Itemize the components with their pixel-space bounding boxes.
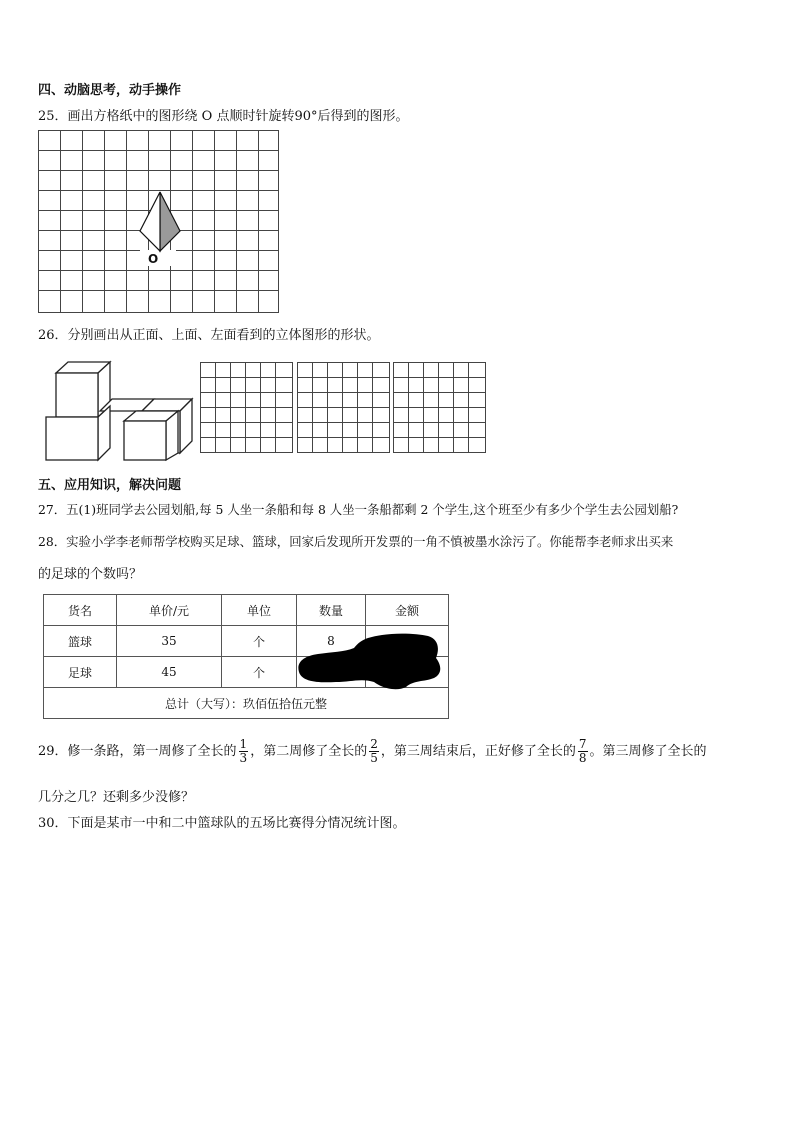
- question-29-line2: 几分之几？还剩多少没修？: [38, 790, 195, 805]
- point-o-label: O: [148, 252, 159, 266]
- q29-part1: 29．修一条路，第一周修了全长的: [38, 744, 237, 759]
- fraction-seven-eighths: $\frac{7}{8}$: [578, 737, 587, 765]
- header-cell: 数量: [297, 595, 366, 626]
- table-total-row: [44, 688, 449, 719]
- cube-solid-figure: [44, 357, 194, 465]
- question-30-text: 30．下面是某市一中和二中篮球队的五场比赛得分情况统计图。: [38, 816, 406, 831]
- header-cell: 金额: [366, 595, 449, 626]
- header-cell: 单价/元: [117, 595, 222, 626]
- rotation-grid: [38, 130, 280, 314]
- question-26-text: 26．分别画出从正面、上面、左面看到的立体图形的形状。: [38, 328, 380, 343]
- table-cell: 足球: [44, 657, 117, 688]
- total-cell: 总计（大写）：玖佰伍拾伍元整: [44, 688, 449, 719]
- table-cell: 45: [117, 657, 222, 688]
- question-28-line1: 28．实验小学李老师帮学校购买足球、篮球，回家后发现所开发票的一角不慎被墨水涂污了。你能帮李老师求出买来: [38, 534, 674, 549]
- table-cell: 8: [297, 626, 366, 657]
- question-29-line1: [38, 734, 707, 770]
- header-cell: 单位: [222, 595, 297, 626]
- table-cell: 篮球: [44, 626, 117, 657]
- section-heading-5: 五、应用知识，解决问题: [38, 478, 182, 493]
- question-28-line2: 的足球的个数吗？: [38, 567, 143, 582]
- kite-shape: [140, 192, 180, 251]
- table-cell: 个: [222, 657, 297, 688]
- left-view-grid: [393, 362, 486, 453]
- table-cell: 个: [222, 626, 297, 657]
- question-25-text: 25．画出方格纸中的图形绕 O 点顺时针旋转90°后得到的图形。: [38, 109, 409, 124]
- section-heading-4: 四、动脑思考，动手操作: [38, 83, 182, 98]
- q29-part2: ，第二周修了全长的: [250, 744, 368, 759]
- top-view-grid: [297, 362, 390, 453]
- fraction-one-third: $\frac{1}{3}$: [239, 737, 248, 765]
- question-27-text: 27．五(1)班同学去公园划船,每 5 人坐一条船和每 8 人坐一条船都剩 2 个学生,这个班至少有多少个学生去公园划船?: [38, 502, 679, 517]
- invoice-header-row: [44, 595, 449, 626]
- view-drawing-grids: [200, 362, 490, 454]
- q29-part3: ，第三周结束后，正好修了全长的: [380, 744, 576, 759]
- fraction-two-fifths: $\frac{2}{5}$: [370, 737, 378, 765]
- front-view-grid: [200, 362, 293, 453]
- q29-part4: 。第三周修了全长的: [589, 744, 707, 759]
- header-cell: 货名: [44, 595, 117, 626]
- table-cell: 35: [117, 626, 222, 657]
- ink-blot: [296, 630, 448, 692]
